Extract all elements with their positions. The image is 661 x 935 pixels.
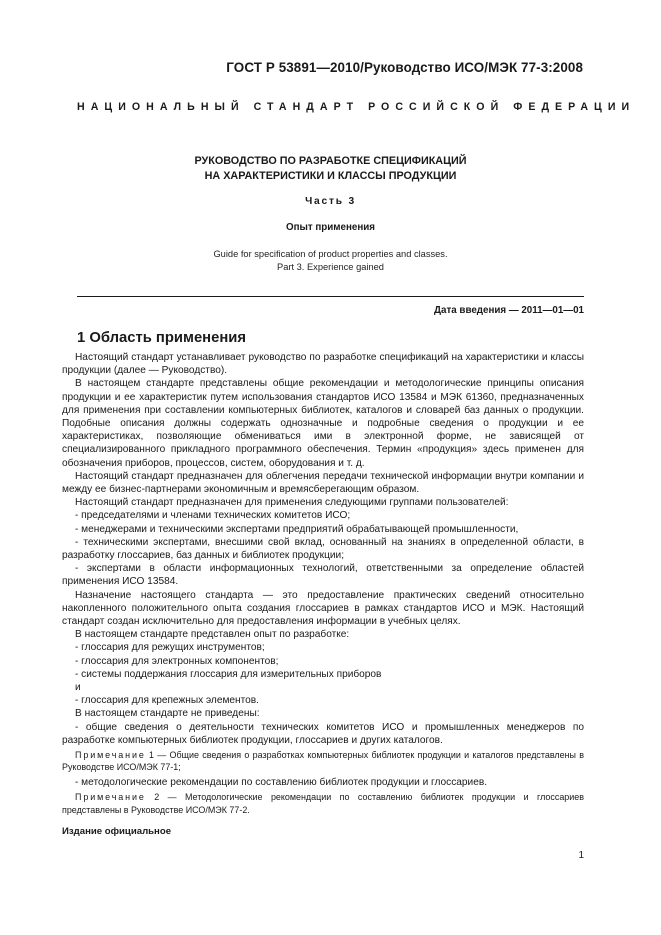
document-title — [77, 154, 584, 184]
title-divider — [77, 296, 584, 297]
standard-code: ГОСТ Р 53891—2010/Руководство ИСО/МЭК 77-3:2008 — [226, 60, 583, 75]
note-paragraph — [62, 749, 584, 774]
note-paragraph — [62, 791, 584, 816]
note-label: Примечание — [75, 792, 146, 803]
english-title — [77, 248, 584, 274]
title-line-1: РУКОВОДСТВО ПО РАЗРАБОТКЕ СПЕЦИФИКАЦИЙ — [194, 155, 467, 167]
national-standard-banner: НАЦИОНАЛЬНЫЙ СТАНДАРТ РОССИЙСКОЙ ФЕДЕРАЦИИ — [77, 101, 636, 113]
list-item: - глоссария для крепежных элементов. — [75, 695, 259, 707]
list-item: - менеджерами и техническими экспертами предприятий обрабатывающей промышленности, — [75, 523, 519, 535]
body-paragraph: и — [75, 682, 81, 694]
list-item: - методологические рекомендации по составлению библиотек продукции и глоссариев. — [75, 777, 488, 789]
list-item: - председателями и членами технических комитетов ИСО; — [75, 510, 351, 522]
body-paragraph: Настоящий стандарт предназначен для применения следующими группами пользователей: — [75, 497, 509, 509]
english-title-line-2: Part 3. Experience gained — [277, 262, 384, 272]
english-title-line-1: Guide for specification of product properties and classes. — [213, 249, 448, 259]
subtitle: Опыт применения — [285, 222, 376, 233]
list-item: - техническими экспертами, внесшими свой вклад, основанный на знаниях в определенной области, в разработку глоссариев, баз данных и библиотек продукции; — [62, 536, 584, 562]
body-paragraph: В настоящем стандарте представлен опыт по разработке: — [75, 629, 350, 641]
part-label: Часть 3 — [305, 196, 356, 207]
note-text: 2 — Методологические рекомендации по составлению библиотек продукции и глоссариев представлены в Руководстве ИСО/МЭК 77-2. — [62, 792, 584, 815]
section-body — [62, 351, 584, 819]
body-paragraph: Назначение настоящего стандарта — это предоставление практических сведений относительно накопленного положительного опыта создания глоссариев в рамках стандартов ИСО и МЭК. Настоящий стандарт создан исключительно для предоставления информации в учебных целях. — [62, 589, 584, 628]
title-line-2: НА ХАРАКТЕРИСТИКИ И КЛАССЫ ПРОДУКЦИИ — [204, 170, 457, 182]
official-edition-label: Издание официальное — [62, 826, 172, 837]
body-paragraph: Настоящий стандарт устанавливает руководство по разработке спецификаций на характеристики и классы продукции (далее — Руководство). — [62, 352, 584, 377]
body-paragraph: В настоящем стандарте не приведены: — [75, 708, 260, 720]
body-paragraph: Настоящий стандарт предназначен для облегчения передачи технической информации внутри компании и между ее бизнес-партнерами экономичным и времясберегающим образом. — [62, 470, 584, 496]
section-heading: 1 Область применения — [77, 330, 247, 346]
list-item: - экспертами в области информационных технологий, ответственными за определение областей применения ИСО 13584. — [62, 563, 584, 588]
list-item: - глоссария для электронных компонентов; — [75, 655, 279, 667]
introduction-date: Дата введения — 2011—01—01 — [434, 305, 584, 316]
note-label: Примечание — [75, 749, 146, 760]
list-item: - системы поддержания глоссария для измерительных приборов — [75, 668, 382, 680]
list-item: - общие сведения о деятельности технических комитетов ИСО и промышленных менеджеров по разработке компьютерных библиотек продукции, глоссариев и других каталогов. — [62, 721, 584, 746]
list-item: - глоссария для режущих инструментов; — [75, 642, 265, 654]
page-number: 1 — [578, 850, 584, 861]
body-paragraph: В настоящем стандарте представлены общие рекомендации и методологические принципы описания продукции и ее характеристик путем использования стандартов ИСО 13584 и МЭК 61360, предназначенных для применения при составлении компьютерных библиотек, каталогов и словарей баз данных о продукции. Подобные описания должны содержать однозначные и подробные сведения о продукции и ее характеристиках, позволяющие обмениваться ими в электронной форме, не зависящей от специализированного прикладного программного обеспечения. Термин «продукция» здесь применен для обозначения приборов, процессов, систем, оборудования и т. д. — [62, 378, 584, 469]
note-text: 1 — Общие сведения о разработках компьютерных библиотек продукции и каталогов представлены в Руководстве ИСО/МЭК 77-1; — [62, 749, 584, 772]
